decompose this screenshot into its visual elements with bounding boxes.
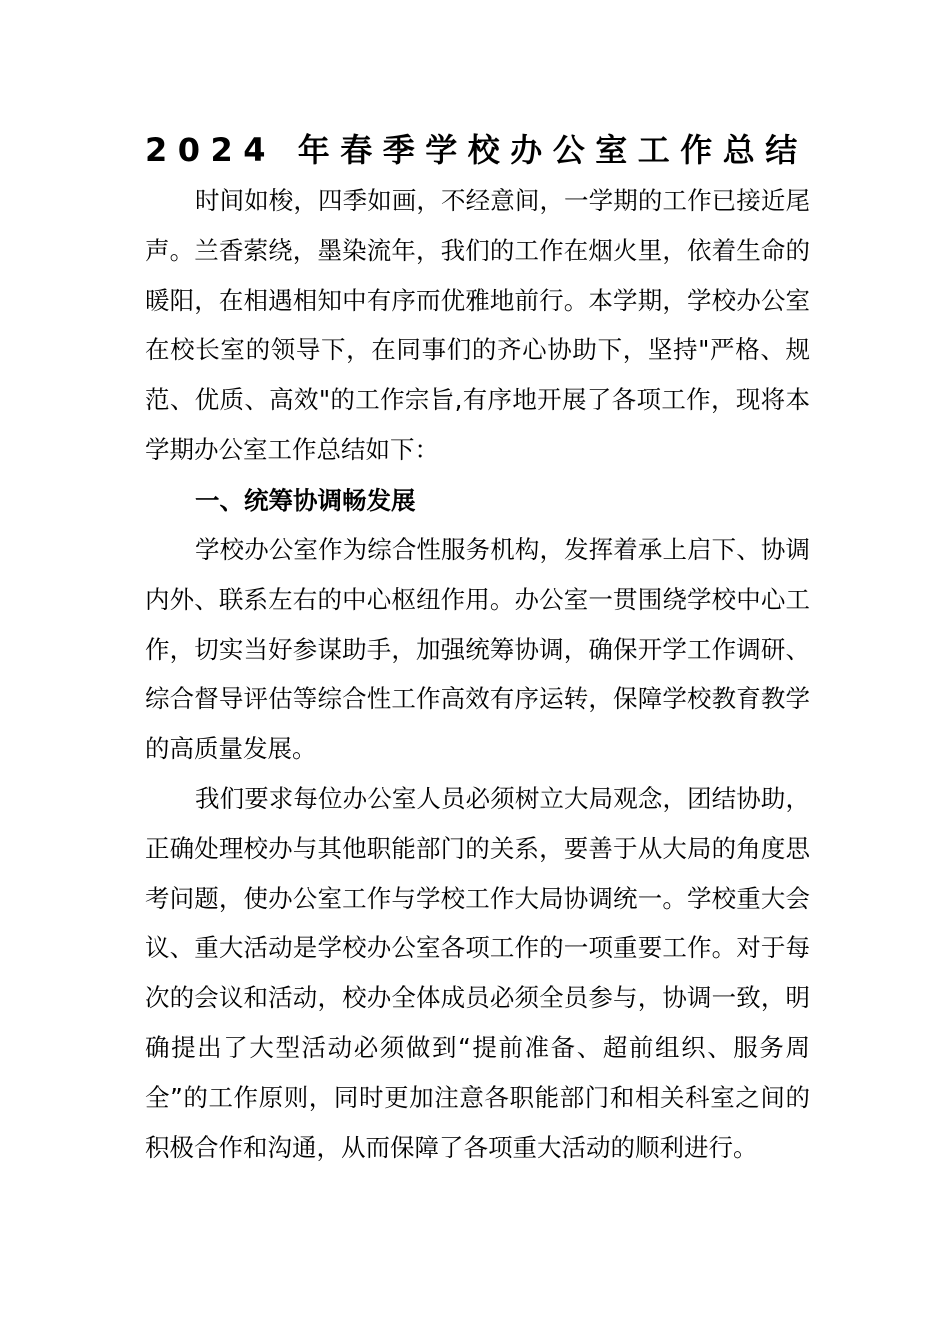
- body-paragraph: 我们要求每位办公室人员必须树立大局观念，团结协助，正确处理校办与其他职能部门的关系，要善于从大局的角度思考问题，使办公室工作与学校工作大局协调统一。学校重大会议、重大活动是学校办公室各项工作的一项重要工作。对于每次的会议和活动，校办全体成员必须全员参与，协调一致，明确提出了大型活动必须做到“提前准备、超前组织、服务周全”的工作原则，同时更加注意各职能部门和相关科室之间的积极合作和沟通，从而保障了各项重大活动的顺利进行。: [145, 784, 810, 1162]
- body-paragraph: 学校办公室作为综合性服务机构，发挥着承上启下、协调内外、联系左右的中心枢纽作用。办公室一贯围绕学校中心工作，切实当好参谋助手，加强统筹协调，确保开学工作调研、综合督导评估等综合性工作高效有序运转，保障学校教育教学的高质量发展。: [145, 535, 810, 764]
- intro-paragraph: 时间如梭，四季如画，不经意间，一学期的工作已接近尾声。兰香萦绕，墨染流年，我们的工作在烟火里，依着生命的暖阳，在相遇相知中有序而优雅地前行。本学期，学校办公室在校长室的领导下，在同事们的齐心协助下，坚持"严格、规范、优质、高效"的工作宗旨,有序地开展了各项工作，现将本学期办公室工作总结如下：: [145, 186, 810, 464]
- section-heading: 一、统筹协调畅发展: [195, 486, 416, 515]
- document-title: 2024 年春季学校办公室工作总结: [145, 131, 808, 169]
